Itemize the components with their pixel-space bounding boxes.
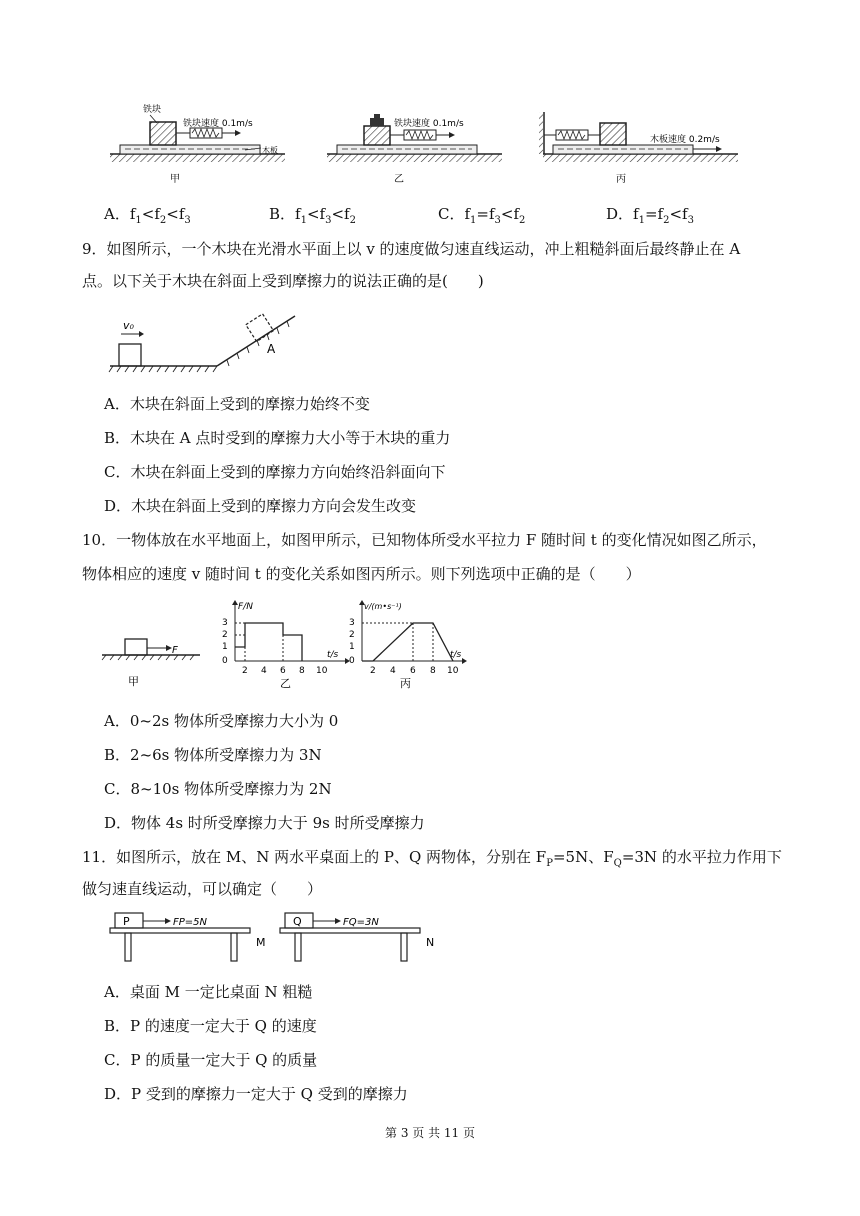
q8-option-a[interactable]: A．$f_1<f_2<f_3$	[104, 205, 191, 226]
jia-board-label: 木板	[262, 146, 278, 155]
q11-stem-line1: 11．如图所示，放在 M、N 两水平桌面上的 P、Q 两物体，分别在 $F_P=5N$、$F_Q=3N$ 的水平拉力作用下	[82, 848, 782, 869]
bing-xtick-4: 4	[390, 666, 396, 676]
bing-caption: 丙	[616, 174, 626, 185]
q10-option-d[interactable]: D．物体 4s 时所受摩擦力大于 9s 时所受摩擦力	[104, 814, 425, 832]
jia-caption: 甲	[170, 174, 180, 185]
yi-ytick-1: 1	[222, 642, 228, 652]
q8-option-d[interactable]: D．$f_1=f_2<f_3$	[606, 205, 694, 226]
yi-xtick-6: 6	[280, 666, 286, 676]
q9-v0-label: v₀	[123, 319, 134, 332]
q9-option-b[interactable]: B．木块在 A 点时受到的摩擦力大小等于木块的重力	[104, 429, 451, 447]
q11-option-c[interactable]: C．P 的质量一定大于 Q 的质量	[104, 1051, 318, 1069]
bing-speed-label: 木板速度 0.2m/s	[650, 135, 720, 145]
bing-xtick-2: 2	[370, 666, 376, 676]
q8-figure-bing	[538, 98, 743, 190]
q11-option-d[interactable]: D．P 受到的摩擦力一定大于 Q 受到的摩擦力	[104, 1085, 408, 1103]
yi-xtick-4: 4	[261, 666, 267, 676]
bing-ytick-1: 1	[349, 642, 355, 652]
bing-ytick-2: 2	[349, 630, 355, 640]
jia-speed-label: 铁块速度 0.1m/s	[183, 119, 253, 129]
q10-stem-line2: 物体相应的速度 v 随时间 t 的变化关系如图丙所示。则下列选项中正确的是（ ）	[82, 565, 641, 583]
q11-m-label: M	[256, 936, 266, 949]
page-footer: 第 3 页 共 11 页	[385, 1126, 475, 1140]
yi-ylabel: F/N	[238, 602, 253, 612]
yi-speed-label: 铁块速度 0.1m/s	[394, 119, 464, 129]
q10-figure	[100, 597, 475, 692]
q10-force-label: F	[172, 645, 178, 656]
q9-stem-line1: 9．如图所示，一个木块在光滑水平面上以 v 的速度做匀速直线运动，冲上粗糙斜面后最终静止在 A	[82, 240, 741, 258]
jia-block-label: 铁块	[143, 105, 162, 115]
yi-ytick-0: 0	[222, 656, 228, 666]
q9-point-a-label: A	[267, 342, 276, 356]
bing-xlabel: t/s	[450, 650, 462, 660]
bing-ytick-0: 0	[349, 656, 355, 666]
q10-option-c[interactable]: C．8~10s 物体所受摩擦力为 2N	[104, 780, 332, 798]
yi-caption: 乙	[394, 174, 404, 185]
yi-xtick-8: 8	[299, 666, 305, 676]
q10-option-b[interactable]: B．2~6s 物体所受摩擦力为 3N	[104, 746, 322, 764]
bing-xtick-8: 8	[430, 666, 436, 676]
yi-xtick-10: 10	[316, 666, 328, 676]
q11-option-a[interactable]: A．桌面 M 一定比桌面 N 粗糙	[104, 983, 313, 1001]
q11-p-label: P	[123, 915, 130, 928]
q11-option-b[interactable]: B．P 的速度一定大于 Q 的速度	[104, 1017, 317, 1035]
yi-ytick-3: 3	[222, 618, 228, 628]
bing-xtick-10: 10	[447, 666, 459, 676]
q8-option-c[interactable]: C．$f_1=f_3<f_2$	[438, 205, 526, 226]
q10-yi-caption: 乙	[280, 677, 291, 690]
q10-stem-line1: 10．一物体放在水平地面上，如图甲所示，已知物体所受水平拉力 F 随时间 t 的变化情况如图乙所示，	[82, 531, 767, 549]
q11-stem-line2: 做匀速直线运动，可以确定（ ）	[82, 880, 323, 898]
q8-figure-yi	[322, 98, 507, 190]
q10-bing-caption: 丙	[400, 677, 411, 690]
q8-figure-jia	[105, 98, 290, 190]
bing-ytick-3: 3	[349, 618, 355, 628]
q11-q-label: Q	[293, 915, 302, 928]
yi-xlabel: t/s	[327, 650, 339, 660]
bing-xtick-6: 6	[410, 666, 416, 676]
q9-option-a[interactable]: A．木块在斜面上受到的摩擦力始终不变	[104, 395, 370, 413]
q8-option-b[interactable]: B．$f_1<f_3<f_2$	[269, 205, 356, 226]
q11-fp-label: FP=5N	[173, 917, 208, 928]
q11-n-label: N	[426, 936, 435, 949]
q9-option-d[interactable]: D．木块在斜面上受到的摩擦力方向会发生改变	[104, 497, 417, 515]
q9-figure	[105, 308, 305, 378]
yi-xtick-2: 2	[242, 666, 248, 676]
bing-ylabel: v/(m•s⁻¹)	[364, 602, 402, 611]
q10-option-a[interactable]: A．0~2s 物体所受摩擦力大小为 0	[104, 712, 339, 730]
q9-option-c[interactable]: C．木块在斜面上受到的摩擦力方向始终沿斜面向下	[104, 463, 446, 481]
q9-stem-line2: 点。以下关于木块在斜面上受到摩擦力的说法正确的是( )	[82, 272, 484, 290]
q10-jia-caption: 甲	[128, 675, 139, 688]
q11-fq-label: FQ=3N	[343, 917, 379, 928]
q11-figure	[105, 908, 445, 968]
yi-ytick-2: 2	[222, 630, 228, 640]
